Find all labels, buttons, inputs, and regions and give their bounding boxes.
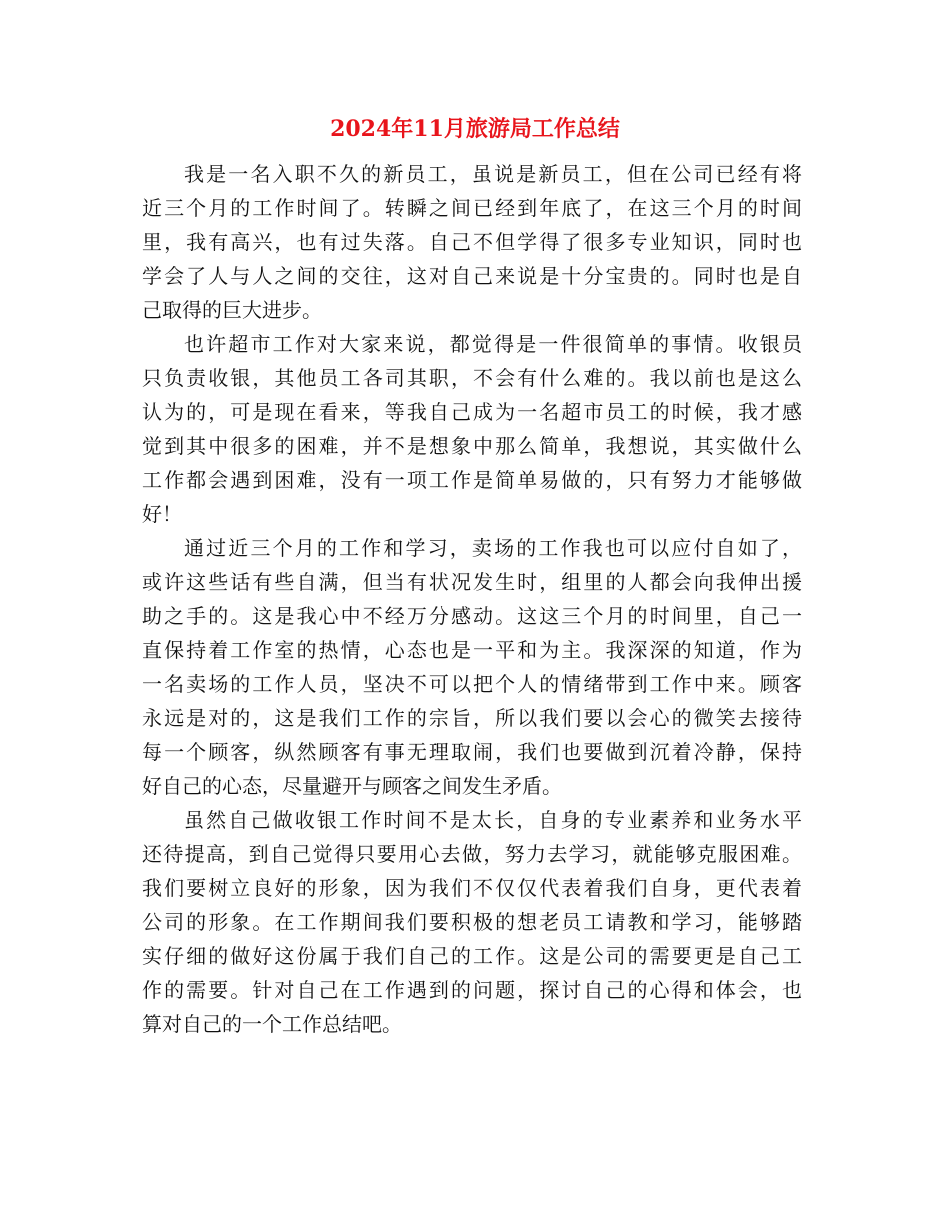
paragraph-line: 好自己的心态，尽量避开与顾客之间发生矛盾。 — [142, 774, 562, 798]
paragraph-line: 只负责收银，其他员工各司其职，不会有什么难的。我以前也是这么 — [142, 366, 802, 390]
document-title: 2024年11月旅游局工作总结 — [330, 116, 620, 142]
paragraph-line: 还待提高，到自己觉得只要用心去做，努力去学习，就能够克服困难。 — [142, 842, 802, 866]
paragraph-line: 通过近三个月的工作和学习，卖场的工作我也可以应付自如了， — [184, 536, 802, 560]
paragraph-line: 我是一名入职不久的新员工，虽说是新员工，但在公司已经有将 — [184, 162, 802, 186]
paragraph-line: 认为的，可是现在看来，等我自己成为一名超市员工的时候，我才感 — [142, 400, 802, 424]
paragraph-line: 虽然自己做收银工作时间不是太长，自身的专业素养和业务水平 — [184, 808, 802, 832]
document-body — [142, 157, 802, 1041]
paragraph-line: 近三个月的工作时间了。转瞬之间已经到年底了，在这三个月的时间 — [142, 196, 802, 220]
paragraph-2 — [142, 327, 802, 531]
paragraph-line: 我们要树立良好的形象，因为我们不仅仅代表着我们自身，更代表着 — [142, 876, 802, 900]
paragraph-line: 实仔细的做好这份属于我们自己的工作。这是公司的需要更是自己工 — [142, 944, 802, 968]
paragraph-line: 直保持着工作室的热情，心态也是一平和为主。我深深的知道，作为 — [142, 638, 802, 662]
paragraph-line: 工作都会遇到困难，没有一项工作是简单易做的，只有努力才能够做 — [142, 468, 802, 492]
paragraph-line: 助之手的。这是我心中不经万分感动。这这三个月的时间里，自己一 — [142, 604, 802, 628]
paragraph-3 — [142, 531, 802, 803]
paragraph-line: 己取得的巨大进步。 — [142, 298, 322, 322]
paragraph-line: 或许这些话有些自满，但当有状况发生时，组里的人都会向我伸出援 — [142, 570, 802, 594]
paragraph-line: 作的需要。针对自己在工作遇到的问题，探讨自己的心得和体会，也 — [142, 978, 802, 1002]
paragraph-line: 一名卖场的工作人员，坚决不可以把个人的情绪带到工作中来。顾客 — [142, 672, 802, 696]
paragraph-line: 好！ — [142, 502, 182, 526]
paragraph-line: 觉到其中很多的困难，并不是想象中那么简单，我想说，其实做什么 — [142, 434, 802, 458]
paragraph-line: 永远是对的，这是我们工作的宗旨，所以我们要以会心的微笑去接待 — [142, 706, 802, 730]
paragraph-line: 公司的形象。在工作期间我们要积极的想老员工请教和学习，能够踏 — [142, 910, 802, 934]
paragraph-line: 算对自己的一个工作总结吧。 — [142, 1012, 402, 1036]
paragraph-1 — [142, 157, 802, 327]
paragraph-4 — [142, 803, 802, 1041]
paragraph-line: 每一个顾客，纵然顾客有事无理取闹，我们也要做到沉着冷静，保持 — [142, 740, 802, 764]
paragraph-line: 也许超市工作对大家来说，都觉得是一件很简单的事情。收银员 — [184, 332, 802, 356]
paragraph-line: 学会了人与人之间的交往，这对自己来说是十分宝贵的。同时也是自 — [142, 264, 802, 288]
paragraph-line: 里，我有高兴，也有过失落。自己不但学得了很多专业知识，同时也 — [142, 230, 802, 254]
